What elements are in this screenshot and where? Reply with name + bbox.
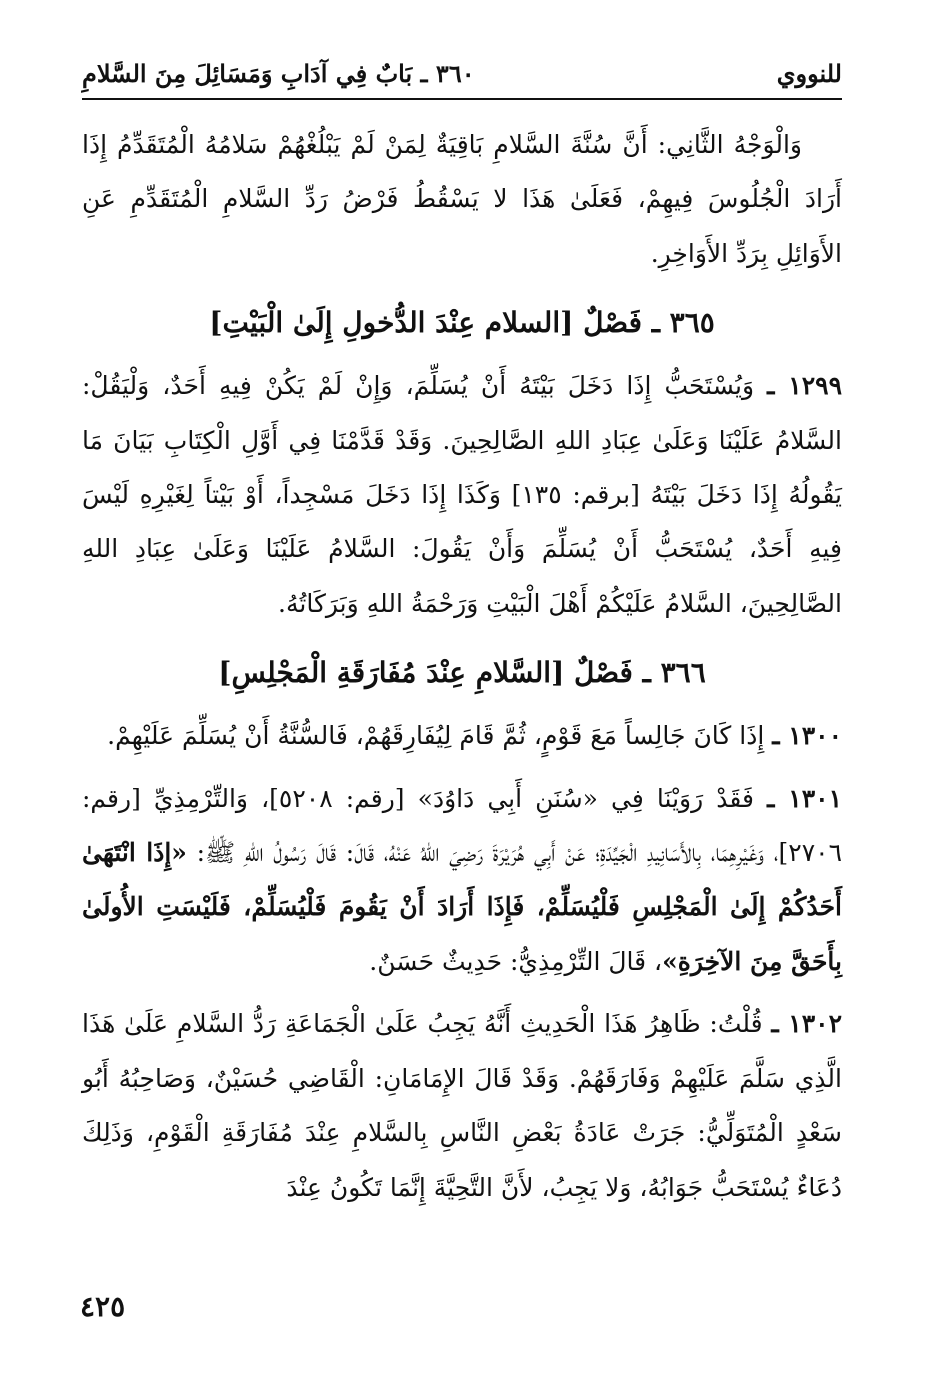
paragraph-number: ١٢٩٩ ـ bbox=[767, 371, 842, 401]
paragraph-1302: ١٣٠٢ ـ قُلْتُ: ظَاهِرُ هَذَا الْحَدِيثِ أَنَّهُ يَجِبُ عَلَىٰ الْجَمَاعَةِ رَدُّ السَّلامِ عَلَىٰ هَذَا الَّذِي سَلَّمَ عَلَيْهِمْ وَفَارَقَهُمْ. وَقَدْ قَالَ الإِمَامَانِ: الْقَاضِي حُسَيْنٌ، وَصَاحِبُهُ أَبُو سَعْدٍ الْمُتَوَلِّيُّ: جَرَتْ عَادَةُ بَعْضِ النَّاسِ بِالسَّلامِ عِنْدَ مُفَارَقَةِ الْقَوْمِ، وَذَلِكَ دُعَاءٌ يُسْتَحَبُّ جَوَابُهُ، وَلا يَجِبُ، لأَنَّ التَّحِيَّةَ إِنَّمَا تَكُونُ عِنْدَ bbox=[82, 1009, 842, 1202]
paragraph-number: ١٣٠١ ـ bbox=[767, 783, 842, 813]
header-author: للنووي bbox=[776, 58, 842, 88]
section-heading-366: ٣٦٦ ـ فَصْلٌ [السَّلامِ عِنْدَ مُفَارَقَةِ الْمَجْلِسِ] bbox=[218, 656, 706, 690]
paragraph-number: ١٣٠٠ ـ bbox=[772, 721, 842, 751]
paragraph-number: ١٣٠٢ ـ bbox=[771, 1009, 842, 1039]
header-divider bbox=[82, 98, 842, 100]
paragraph-1300: ١٣٠٠ ـ إِذَا كَانَ جَالِساً مَعَ قَوْمٍ، ثُمَّ قَامَ لِيُفَارِقَهُمْ، فَالسُّنَّةُ أَنْ يُسَلِّمَ عَلَيْهِمْ. bbox=[107, 721, 842, 751]
paragraph-1301: ١٣٠١ ـ فَقَدْ رَوَيْنَا فِي «سُنَنِ أَبِي دَاوُدَ» [رقم: ٥٢٠٨]، وَالتِّرْمِذِيِّ [رقم: ٢٧٠٦]، وَغَيْرِهِمَا، بِالأَسَانِيدِ الْجَيِّدَةِ؛ عَنْ أَبِي هُرَيْرَةَ رَضِيَ اللهُ عَنْهُ، قَالَ: قَالَ رَسُولُ اللهِ ﷺ: «إِذَا انْتَهَىٰ أَحَدُكُمْ إِلَىٰ الْمَجْلِسِ فَلْيُسَلِّمْ، فَإِذَا أَرَادَ أَنْ يَقُومَ فَلْيُسَلِّمْ، فَلَيْسَتِ الأُولَىٰ بِأَحَقَّ مِنَ الآخِرَةِ»، قَالَ التِّرْمِذِيُّ: حَدِيثٌ حَسَنٌ. bbox=[82, 783, 842, 976]
header-chapter-title: ٣٦٠ ـ بَابٌ فِي آدَابِ وَمَسَائِلَ مِنَ السَّلامِ bbox=[82, 58, 475, 88]
body-text bbox=[82, 118, 842, 1223]
paragraph-continuation: وَالْوَجْهُ الثَّانِي: أَنَّ سُنَّةَ السَّلامِ بَاقِيَةٌ لِمَنْ لَمْ يَبْلُغْهُمْ سَلامُهُ الْمُتَقَدِّمُ إِذَا أَرَادَ الْجُلُوسَ فِيهِمْ، فَعَلَىٰ هَذَا لا يَسْقُطُ فَرْضُ رَدِّ السَّلامِ الْمُتَقَدِّمِ عَنِ الأَوَائِلِ بِرَدِّ الأَوَاخِرِ. bbox=[82, 130, 842, 268]
hadith-quote: «إِذَا انْتَهَىٰ أَحَدُكُمْ إِلَىٰ الْمَجْلِسِ فَلْيُسَلِّمْ، فَإِذَا أَرَادَ أَنْ يَقُومَ فَلْيُسَلِّمْ، فَلَيْسَتِ الأُولَىٰ بِأَحَقَّ مِنَ الآخِرَةِ» bbox=[82, 838, 842, 976]
page-number: ٤٢٥ bbox=[80, 1290, 126, 1323]
section-heading-365: ٣٦٥ ـ فَصْلٌ [السلام عِنْدَ الدُّخولِ إِلَىٰ الْبَيْتِ] bbox=[209, 306, 715, 340]
paragraph-1299: ١٢٩٩ ـ وَيُسْتَحَبُّ إِذَا دَخَلَ بَيْتَهُ أَنْ يُسَلِّمَ، وَإِنْ لَمْ يَكُنْ فِيهِ أَحَدٌ، وَلْيَقُلْ: السَّلامُ عَلَيْنَا وَعَلَىٰ عِبَادِ اللهِ الصَّالِحِينَ. وَقَدْ قَدَّمْنَا فِي أَوَّلِ الْكِتَابِ بَيَانَ مَا يَقُولُهُ إِذَا دَخَلَ بَيْتَهُ [برقم: ١٣٥] وَكَذَا إِذَا دَخَلَ مَسْجِداً، أَوْ بَيْتاً لِغَيْرِهِ لَيْسَ فِيهِ أَحَدٌ، يُسْتَحَبُّ أَنْ يُسَلِّمَ وَأَنْ يَقُولَ: السَّلامُ عَلَيْنَا وَعَلَىٰ عِبَادِ اللهِ الصَّالِحِينَ، السَّلامُ عَلَيْكُمْ أَهْلَ الْبَيْتِ وَرَحْمَةُ اللهِ وَبَرَكَاتُهُ. bbox=[82, 371, 842, 618]
running-header bbox=[82, 48, 842, 98]
